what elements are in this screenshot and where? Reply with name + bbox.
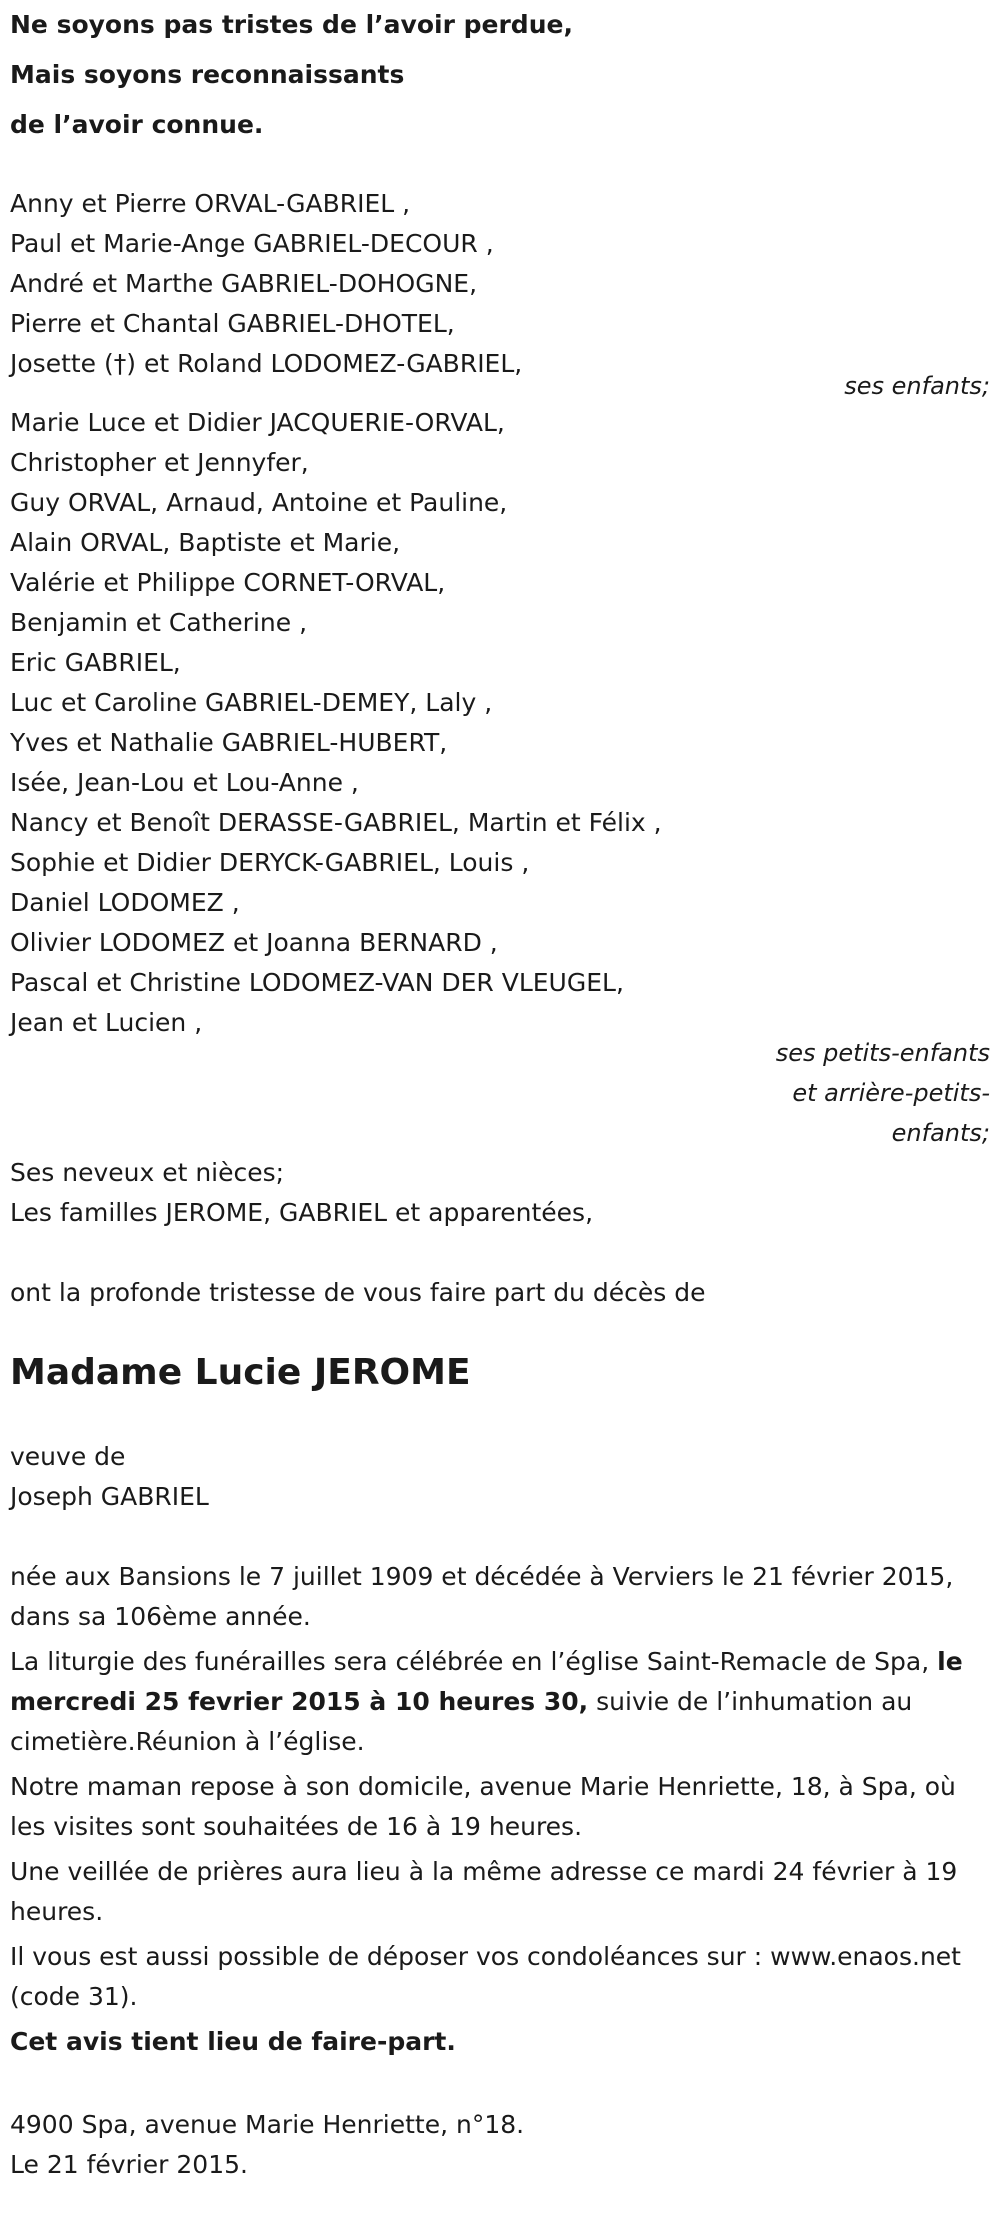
deceased-name: Madame Lucie JEROME [10, 1352, 471, 1393]
family-line: Anny et Pierre ORVAL-GABRIEL , [10, 189, 411, 218]
liturgy-paragraph [10, 1642, 990, 1762]
family-line: Daniel LODOMEZ , [10, 888, 240, 917]
family-line: Olivier LODOMEZ et Joanna BERNARD , [10, 928, 498, 957]
liturgy-date: le mercredi 25 fevrier 2015 à 10 heures 30, [10, 1647, 963, 1716]
notice: Cet avis tient lieu de faire-part. [10, 2027, 456, 2056]
quote-line: de l’avoir connue. [10, 110, 264, 139]
liturgy-text: suivie de l’inhumation au cimetière.Réunion à l’église. [10, 1687, 913, 1756]
family-line: Josette (†) et Roland LODOMEZ-GABRIEL, [10, 349, 523, 378]
family-line: Yves et Nathalie GABRIEL-HUBERT, [10, 728, 448, 757]
opening-quote [10, 0, 990, 150]
family-line: Valérie et Philippe CORNET-ORVAL, [10, 568, 446, 597]
quote-line: Ne soyons pas tristes de l’avoir perdue, [10, 10, 573, 39]
family-line: Jean et Lucien , [10, 1008, 203, 1037]
family-line: Christopher et Jennyfer, [10, 448, 309, 477]
family-line: Benjamin et Catherine , [10, 608, 308, 637]
vigil-paragraph: Une veillée de prières aura lieu à la même adresse ce mardi 24 février à 19 heures. [10, 1857, 958, 1926]
family-line: André et Marthe GABRIEL-DOHOGNE, [10, 269, 478, 298]
grandchildren-label-line: et arrière-petits- [792, 1079, 990, 1107]
family-line: Paul et Marie-Ange GABRIEL-DECOUR , [10, 229, 494, 258]
quote-line: Mais soyons reconnaissants [10, 60, 405, 89]
address: 4900 Spa, avenue Marie Henriette, n°18. [10, 2110, 525, 2139]
family-line: Guy ORVAL, Arnaud, Antoine et Pauline, [10, 488, 508, 517]
widow-of [10, 1437, 990, 1517]
grandchildren-label-line: enfants; [891, 1119, 990, 1147]
children-list [10, 184, 990, 384]
family-line: Luc et Caroline GABRIEL-DEMEY, Laly , [10, 688, 493, 717]
family-line: Pascal et Christine LODOMEZ-VAN DER VLEUGEL, [10, 968, 624, 997]
family-line: Marie Luce et Didier JACQUERIE-ORVAL, [10, 408, 505, 437]
family-line: Ses neveux et nièces; [10, 1158, 285, 1187]
other-relatives [10, 1153, 990, 1233]
date: Le 21 février 2015. [10, 2150, 248, 2179]
birth-death-paragraph: née aux Bansions le 7 juillet 1909 et décédée à Verviers le 21 février 2015, dans sa 106ème année. [10, 1562, 954, 1631]
liturgy-text: La liturgie des funérailles sera célébrée en l’église Saint-Remacle de Spa, [10, 1647, 930, 1676]
announcement: ont la profonde tristesse de vous faire part du décès de [10, 1278, 706, 1307]
widow-line: veuve de [10, 1442, 126, 1471]
family-line: Alain ORVAL, Baptiste et Marie, [10, 528, 401, 557]
condolences-paragraph: Il vous est aussi possible de déposer vos condoléances sur : www.enaos.net (code 31). [10, 1942, 961, 2011]
family-line: Eric GABRIEL, [10, 648, 181, 677]
children-label: ses enfants; [844, 372, 990, 400]
grandchildren-label-line: ses petits-enfants [775, 1039, 990, 1067]
footer [10, 2105, 990, 2185]
grandchildren-label [10, 1033, 990, 1153]
grandchildren-list [10, 403, 990, 1043]
family-line: Isée, Jean-Lou et Lou-Anne , [10, 768, 359, 797]
family-line: Les familles JEROME, GABRIEL et apparentées, [10, 1198, 594, 1227]
family-line: Sophie et Didier DERYCK-GABRIEL, Louis , [10, 848, 530, 877]
family-line: Nancy et Benoît DERASSE-GABRIEL, Martin et Félix , [10, 808, 662, 837]
family-line: Pierre et Chantal GABRIEL-DHOTEL, [10, 309, 455, 338]
widow-line: Joseph GABRIEL [10, 1482, 209, 1511]
rest-paragraph: Notre maman repose à son domicile, avenue Marie Henriette, 18, à Spa, où les visites sont souhaitées de 16 à 19 heures. [10, 1772, 956, 1841]
